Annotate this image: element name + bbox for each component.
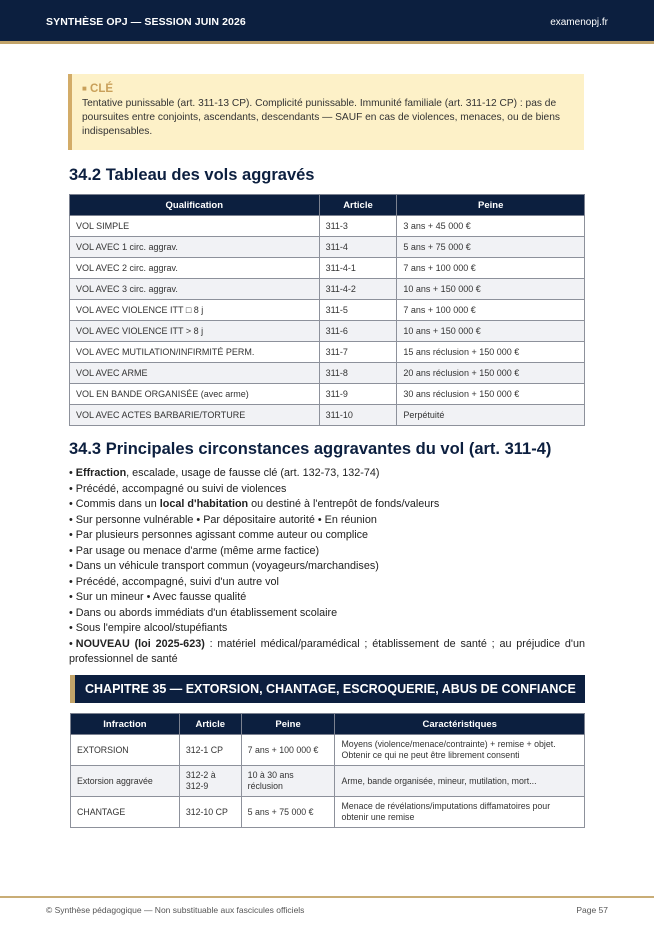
table-cell: 3 ans + 45 000 € [397, 216, 585, 237]
table-cell: VOL AVEC 2 circ. aggrav. [70, 258, 320, 279]
table-cell: Moyens (violence/menace/contrainte) + remise + objet. Obtenir ce qui ne peut être librement consenti [335, 735, 585, 766]
bullet-icon: • [69, 544, 73, 557]
table-cell: 311-4 [319, 237, 397, 258]
callout-body: Tentative punissable (art. 311-13 CP). Complicité punissable. Immunité familiale (art. 311-12 CP) : pas de poursuites entre conjoints, ascendants, descendants — SAUF en cas de violences, menaces, ou de biens indispensables. [82, 98, 560, 137]
table-cell: 311-10 [319, 405, 397, 426]
table-cell: 10 à 30 ans réclusion [241, 766, 335, 797]
column-header: Peine [241, 714, 335, 735]
list-item-text: ou destiné à l'entrepôt de fonds/valeurs [248, 498, 440, 510]
table-cell: VOL AVEC 1 circ. aggrav. [70, 237, 320, 258]
callout-title [82, 82, 574, 96]
table-cell: 10 ans + 150 000 € [397, 321, 585, 342]
table-cell: VOL AVEC 3 circ. aggrav. [70, 279, 320, 300]
table-row [70, 321, 585, 342]
table-row [71, 735, 585, 766]
table-row [70, 216, 585, 237]
table-cell: EXTORSION [71, 735, 180, 766]
table-cell: 311-4-2 [319, 279, 397, 300]
list-item-emphasis: NOUVEAU (loi 2025-623) [75, 637, 205, 650]
table-cell: 312-1 CP [179, 735, 241, 766]
list-item-text: Commis dans un [75, 498, 160, 510]
table-cell: Extorsion aggravée [71, 766, 180, 797]
table-cell: CHANTAGE [71, 797, 180, 828]
aggravated-theft-table [69, 194, 585, 426]
table-cell: 312-2 à 312-9 [179, 766, 241, 797]
list-item-text: , escalade, usage de fausse clé (art. 132-73, 132-74) [126, 467, 380, 479]
page-number: Page 57 [576, 905, 608, 915]
bullet-icon: • [69, 498, 73, 510]
document-title: SYNTHÈSE OPJ — SESSION JUIN 2026 [46, 16, 246, 28]
list-item-text: Sous l'empire alcool/stupéfiants [75, 622, 228, 634]
list-item [69, 621, 585, 637]
table-cell: 311-4-1 [319, 258, 397, 279]
table-row [70, 405, 585, 426]
extortion-table [70, 713, 585, 828]
column-header: Peine [397, 195, 585, 216]
list-item-text: : matériel médical/paramédical ; établissement de santé ; au préjudice d'un professionnel de santé [69, 637, 585, 665]
table-cell: VOL AVEC ACTES BARBARIE/TORTURE [70, 405, 320, 426]
table-cell: 311-8 [319, 363, 397, 384]
bullet-icon: • [69, 560, 73, 572]
page-header [0, 0, 654, 44]
square-icon: ■ [82, 84, 87, 93]
table-cell: 7 ans + 100 000 € [397, 258, 585, 279]
bullet-icon: • [69, 622, 73, 634]
list-item-text: Dans ou abords immédiats d'un établissement scolaire [75, 606, 338, 619]
column-header: Article [319, 195, 397, 216]
list-item-text: Précédé, accompagné ou suivi de violences [75, 482, 287, 495]
table-cell: VOL AVEC ARME [70, 363, 320, 384]
table-cell: 20 ans réclusion + 150 000 € [397, 363, 585, 384]
table-cell: 311-3 [319, 216, 397, 237]
list-item [69, 482, 585, 498]
table-row [70, 237, 585, 258]
list-item-emphasis: local d'habitation [159, 498, 249, 510]
list-item-text: Précédé, accompagné, suivi d'un autre vol [75, 575, 279, 588]
section-title-34-3: 34.3 Principales circonstances aggravantes du vol (art. 311-4) [69, 440, 552, 458]
list-item-text: Sur personne vulnérable • Par dépositaire autorité • En réunion [75, 513, 377, 526]
table-row [71, 797, 585, 828]
callout-title-text: CLÉ [90, 83, 114, 95]
footer-divider [0, 896, 654, 898]
table-cell: 5 ans + 75 000 € [241, 797, 335, 828]
list-item [69, 497, 585, 513]
table-cell: 7 ans + 100 000 € [241, 735, 335, 766]
list-item-text: Par usage ou menace d'arme (même arme factice) [75, 544, 320, 557]
table-header-row [71, 714, 585, 735]
table-cell: VOL SIMPLE [70, 216, 320, 237]
list-item [69, 466, 585, 482]
list-item-text: Par plusieurs personnes agissant comme auteur ou complice [75, 529, 369, 541]
table-header-row [70, 195, 585, 216]
list-item [69, 544, 585, 560]
table-cell: VOL AVEC VIOLENCE ITT > 8 j [70, 321, 320, 342]
table-cell: Menace de révélations/imputations diffamatoires pour obtenir une remise [335, 797, 585, 828]
table-cell: Arme, bande organisée, mineur, mutilation, mort... [335, 766, 585, 797]
table-cell: 30 ans réclusion + 150 000 € [397, 384, 585, 405]
list-item-emphasis: Effraction [75, 467, 127, 479]
table-row [70, 300, 585, 321]
footer-disclaimer: © Synthèse pédagogique — Non substituable aux fascicules officiels [46, 905, 305, 915]
list-item-text: Dans un véhicule transport commun (voyageurs/marchandises) [75, 560, 379, 572]
column-header: Article [179, 714, 241, 735]
list-item [69, 528, 585, 544]
table-cell: VOL EN BANDE ORGANISÉE (avec arme) [70, 384, 320, 405]
table-cell: Perpétuité [397, 405, 585, 426]
table-row [70, 258, 585, 279]
list-item-text: Sur un mineur • Avec fausse qualité [75, 591, 247, 603]
table-cell: 10 ans + 150 000 € [397, 279, 585, 300]
table-cell: VOL AVEC MUTILATION/INFIRMITÉ PERM. [70, 342, 320, 363]
table-cell: VOL AVEC VIOLENCE ITT □ 8 j [70, 300, 320, 321]
table-cell: 15 ans réclusion + 150 000 € [397, 342, 585, 363]
bullet-icon: • [69, 637, 73, 650]
column-header: Caractéristiques [335, 714, 585, 735]
table-row [70, 279, 585, 300]
table-cell: 7 ans + 100 000 € [397, 300, 585, 321]
bullet-icon: • [69, 575, 73, 588]
table-cell: 311-7 [319, 342, 397, 363]
list-item [69, 513, 585, 529]
bullet-icon: • [69, 591, 73, 603]
column-header: Qualification [70, 195, 320, 216]
chapter-banner: CHAPITRE 35 — EXTORSION, CHANTAGE, ESCROQUERIE, ABUS DE CONFIANCE [70, 675, 585, 703]
table-row [70, 342, 585, 363]
aggravating-circumstances-list [69, 466, 585, 668]
site-name: examenopj.fr [550, 17, 608, 28]
list-item [69, 637, 585, 668]
section-title-34-2: 34.2 Tableau des vols aggravés [69, 166, 315, 184]
bullet-icon: • [69, 529, 73, 541]
table-cell: 5 ans + 75 000 € [397, 237, 585, 258]
list-item [69, 575, 585, 591]
table-row [70, 363, 585, 384]
table-cell: 311-5 [319, 300, 397, 321]
table-row [71, 766, 585, 797]
table-cell: 311-9 [319, 384, 397, 405]
bullet-icon: • [69, 467, 73, 479]
list-item [69, 606, 585, 622]
table-cell: 312-10 CP [179, 797, 241, 828]
list-item [69, 590, 585, 606]
table-row [70, 384, 585, 405]
bullet-icon: • [69, 606, 73, 619]
bullet-icon: • [69, 482, 73, 495]
key-callout [68, 74, 584, 150]
table-cell: 311-6 [319, 321, 397, 342]
list-item [69, 559, 585, 575]
bullet-icon: • [69, 513, 73, 526]
column-header: Infraction [71, 714, 180, 735]
